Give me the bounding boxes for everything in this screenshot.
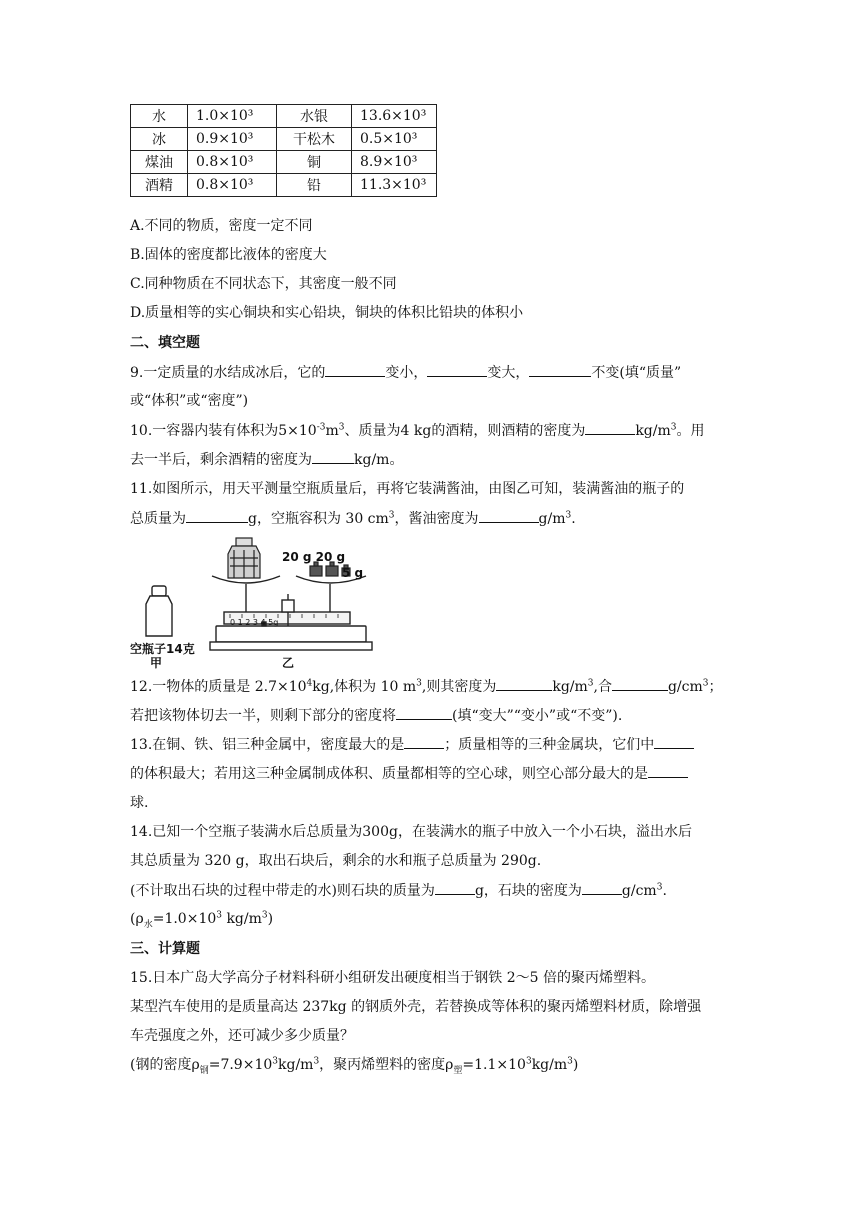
- table-cell: 0.9×10³: [188, 128, 277, 151]
- option-a: A.不同的物质，密度一定不同: [130, 218, 313, 234]
- option-b: B.固体的密度都比液体的密度大: [130, 247, 327, 263]
- answer-blank[interactable]: [427, 362, 487, 377]
- question-15-cont2: 车壳强度之外，还可减少多少质量？: [130, 1028, 354, 1044]
- table-row: [131, 105, 437, 128]
- table-cell: 干松木: [277, 128, 352, 151]
- answer-blank[interactable]: [325, 362, 385, 377]
- table-cell: 水: [131, 105, 188, 128]
- soy-sauce-bottle-icon: [228, 538, 260, 578]
- table-cell: 11.3×10³: [352, 174, 437, 197]
- table-cell: 铅: [277, 174, 352, 197]
- question-9-cont: 或“体积”或“密度”): [130, 393, 249, 409]
- question-13-end: 球.: [130, 795, 149, 811]
- question-14-cont2: (不计取出石块的过程中带走的水)则石块的质量为 g，石块的密度为 $g/cm^3$.: [130, 880, 667, 901]
- question-13-cont: 的体积最大；若用这三种金属制成体积、质量都相等的空心球，则空心部分最大的是: [130, 763, 688, 784]
- answer-blank[interactable]: [496, 676, 552, 691]
- question-11-cont: 总质量为 g，空瓶容积为 30 $cm^3$，酱油密度为 $g/m^3$.: [130, 508, 576, 529]
- section-heading-calc: 三、计算题: [130, 941, 200, 957]
- figure-yi-label: 乙: [282, 656, 295, 670]
- five-gram-label: 5 g: [342, 566, 364, 580]
- weights-label: 20 g 20 g: [282, 550, 346, 564]
- question-11: 11.如图所示，用天平测量空瓶质量后，再将它装满酱油，由图乙可知，装满酱油的瓶子的: [130, 481, 685, 497]
- answer-blank[interactable]: [648, 763, 688, 778]
- option-c: C.同种物质在不同状态下，其密度一般不同: [130, 276, 397, 292]
- answer-blank[interactable]: [654, 734, 694, 749]
- answer-blank[interactable]: [582, 880, 622, 895]
- table-cell: 1.0×10³: [188, 105, 277, 128]
- answer-blank[interactable]: [404, 734, 444, 749]
- table-cell: 冰: [131, 128, 188, 151]
- answer-blank[interactable]: [186, 508, 248, 523]
- option-d: D.质量相等的实心铜块和实心铅块，铜块的体积比铅块的体积小: [130, 305, 524, 321]
- density-table: [130, 104, 437, 197]
- answer-blank[interactable]: [529, 362, 591, 377]
- table-cell: 0.8×10³: [188, 151, 277, 174]
- question-15-cont: 某型汽车使用的是质量高达 237kg 的钢质外壳，若替换成等体积的聚丙烯塑料材质，除增强: [130, 999, 702, 1015]
- empty-bottle-icon: [146, 586, 172, 636]
- table-cell: 水银: [277, 105, 352, 128]
- question-15-note: (钢的密度$\rho_钢=7.9\times 10^3kg/m^3$，聚丙烯塑料的密度$\rho_塑=1.1\times 10^3kg/m^3$): [130, 1056, 579, 1076]
- section-heading-fill: 二、填空题: [130, 335, 200, 351]
- table-cell: 铜: [277, 151, 352, 174]
- table-cell: 煤油: [131, 151, 188, 174]
- table-cell: 13.6×10³: [352, 105, 437, 128]
- table-row: [131, 128, 437, 151]
- answer-blank[interactable]: [585, 420, 635, 435]
- question-12: 12.一物体的质量是 $2.7\times 10^4kg$,体积为 10 $m^3$,则其密度为 $kg/m^3$,合 $g/cm^3$；: [130, 676, 723, 697]
- table-cell: 8.9×10³: [352, 151, 437, 174]
- table-row: [131, 151, 437, 174]
- question-15: 15.日本广岛大学高分子材料科研小组研发出硬度相当于钢铁 2～5 倍的聚丙烯塑料。: [130, 970, 655, 986]
- answer-blank[interactable]: [612, 676, 668, 691]
- balance-figure: [130, 536, 450, 668]
- question-9: 9.一定质量的水结成冰后，它的 变小， 变大， 不变(填“质量”: [130, 362, 681, 383]
- question-14-cont: 其总质量为 320 g，取出石块后，剩余的水和瓶子总质量为 290g.: [130, 853, 542, 869]
- answer-blank[interactable]: [396, 705, 452, 720]
- empty-bottle-label: 空瓶子14克: [130, 642, 195, 656]
- question-10-cont: 去一半后，剩余酒精的密度为 kg/m。: [130, 449, 403, 470]
- question-10: 10.一容器内装有体积为$5\times 10^{-3}m^3$、质量为4 kg的酒精，则酒精的密度为 $kg/m^3$。用: [130, 420, 705, 441]
- question-13: 13.在铜、铁、铝三种金属中，密度最大的是 ；质量相等的三种金属块，它们中: [130, 734, 694, 755]
- balance-icon: [210, 576, 372, 650]
- table-cell: 0.8×10³: [188, 174, 277, 197]
- question-14: 14.已知一个空瓶子装满水后总质量为300g，在装满水的瓶子中放入一个小石块，溢出水后: [130, 824, 692, 840]
- question-12-cont: 若把该物体切去一半，则剩下部分的密度将 (填“变大”“变小”或“不变”).: [130, 705, 622, 726]
- question-14-note: ($\rho_水=1.0\times 10^3$ $kg/m^3$): [130, 910, 274, 930]
- answer-blank[interactable]: [435, 880, 475, 895]
- table-cell: 0.5×10³: [352, 128, 437, 151]
- answer-blank[interactable]: [312, 449, 354, 464]
- figure-jia-label: 甲: [150, 656, 163, 670]
- table-cell: 酒精: [131, 174, 188, 197]
- answer-blank[interactable]: [479, 508, 539, 523]
- table-row: [131, 174, 437, 197]
- scale-label: 0 1 2 3 4 5g: [230, 618, 279, 627]
